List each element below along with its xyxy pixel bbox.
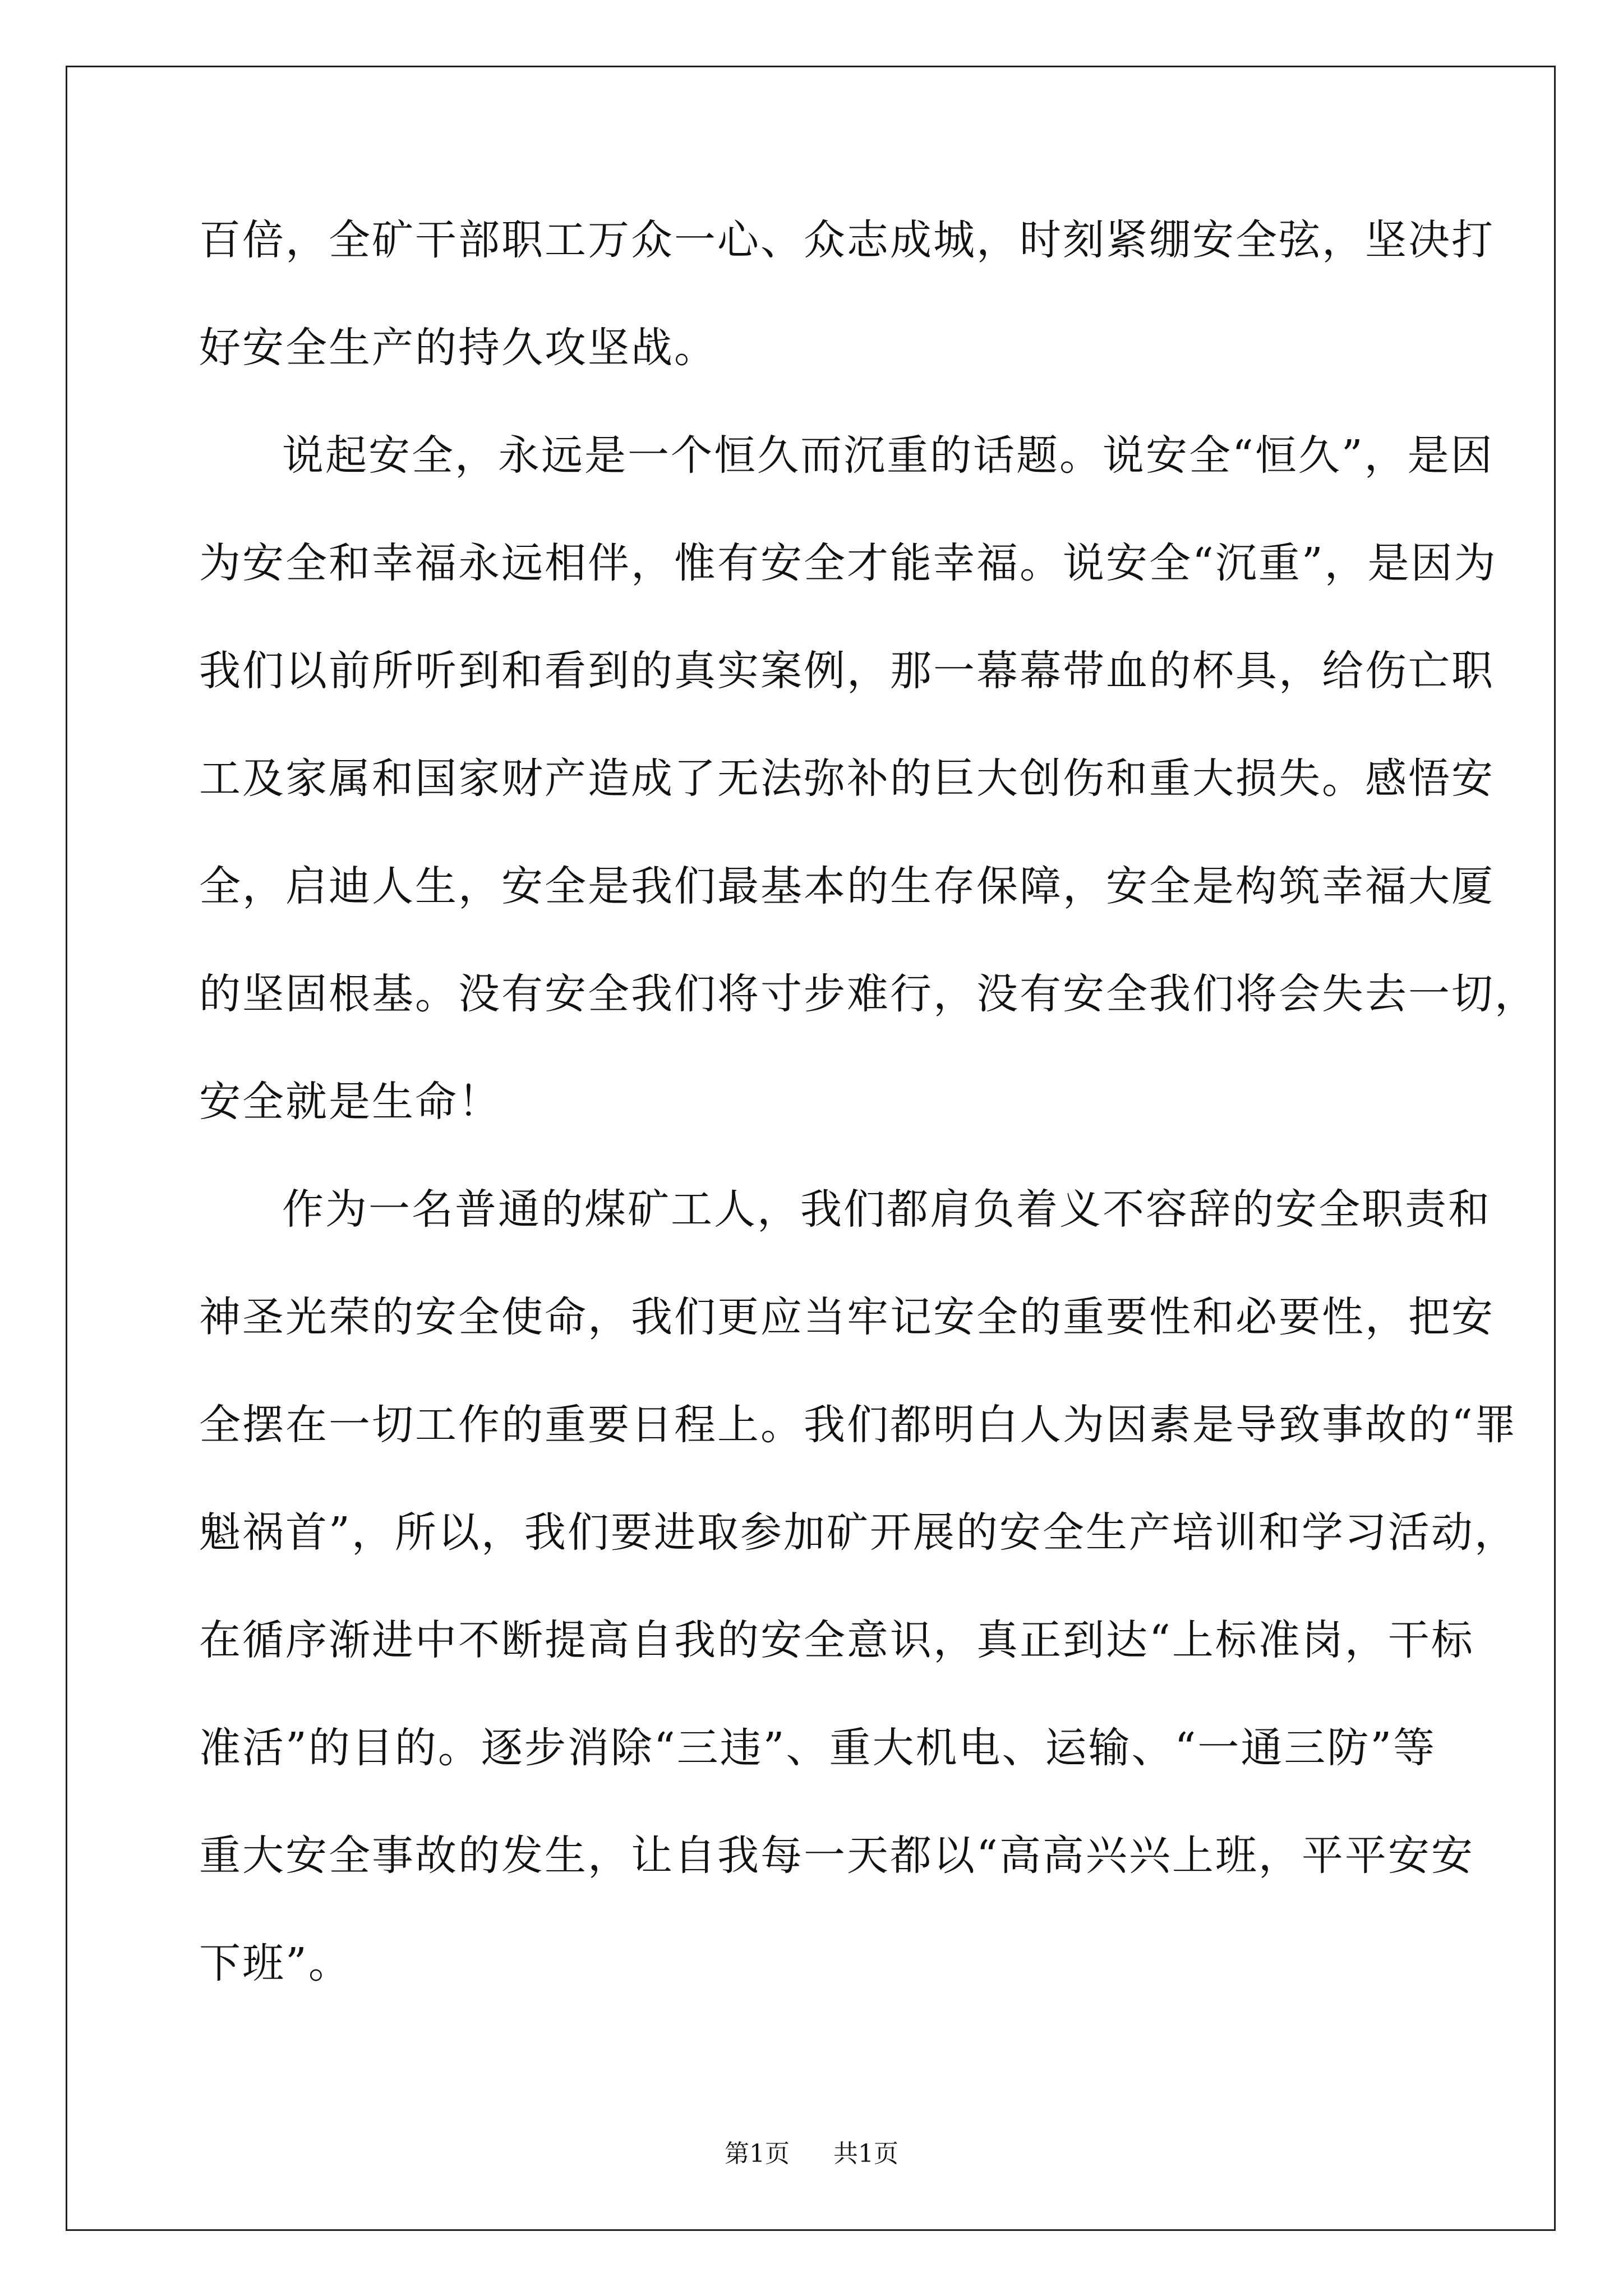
- page-footer: [0, 2137, 1623, 2171]
- text-line: 重大安全事故的发生，让自我每一天都以“高高兴兴上班，平平安安: [199, 1832, 1474, 1880]
- text-line: 神圣光荣的安全使命，我们更应当牢记安全的重要性和必要性，把安: [199, 1293, 1495, 1341]
- text-line: 全，启迪人生，安全是我们最基本的生存保障，安全是构筑幸福大厦: [199, 862, 1495, 910]
- paragraph-first-line: 作为一名普通的煤矿工人，我们都肩负着义不容辞的安全职责和: [282, 1185, 1491, 1234]
- text-line: 安全就是生命！: [199, 1078, 501, 1126]
- text-line: 魁祸首”，所以，我们要进取参加矿开展的安全生产培训和学习活动，: [199, 1508, 1518, 1557]
- text-line: 下班”。: [199, 1939, 352, 1987]
- document-body: [199, 186, 1538, 2017]
- text-line: 的坚固根基。没有安全我们将寸步难行，没有安全我们将会失去一切，: [199, 970, 1538, 1018]
- text-line: 准活”的目的。逐步消除“三违”、重大机电、运输、“一通三防”等: [199, 1724, 1437, 1772]
- paragraph-first-line: 说起安全，永远是一个恒久而沉重的话题。说安全“恒久”，是因: [282, 431, 1494, 480]
- page-number: 第1页: [725, 2139, 790, 2168]
- text-line: 为安全和幸福永远相伴，惟有安全才能幸福。说安全“沉重”，是因为: [199, 539, 1497, 587]
- page-total: 共1页: [833, 2139, 898, 2168]
- text-line: 好安全生产的持久攻坚战。: [199, 324, 717, 372]
- text-line: 我们以前所听到和看到的真实案例，那一幕幕带血的杯具，给伤亡职: [199, 647, 1495, 695]
- text-line: 全摆在一切工作的重要日程上。我们都明白人为因素是导致事故的“罪: [199, 1401, 1518, 1449]
- text-line: 在循序渐进中不断提高自我的安全意识，真正到达“上标准岗，干标: [199, 1616, 1474, 1664]
- text-line: 百倍，全矿干部职工万众一心、众志成城，时刻紧绷安全弦，坚决打: [199, 216, 1495, 264]
- text-line: 工及家属和国家财产造成了无法弥补的巨大创伤和重大损失。感悟安: [199, 754, 1495, 803]
